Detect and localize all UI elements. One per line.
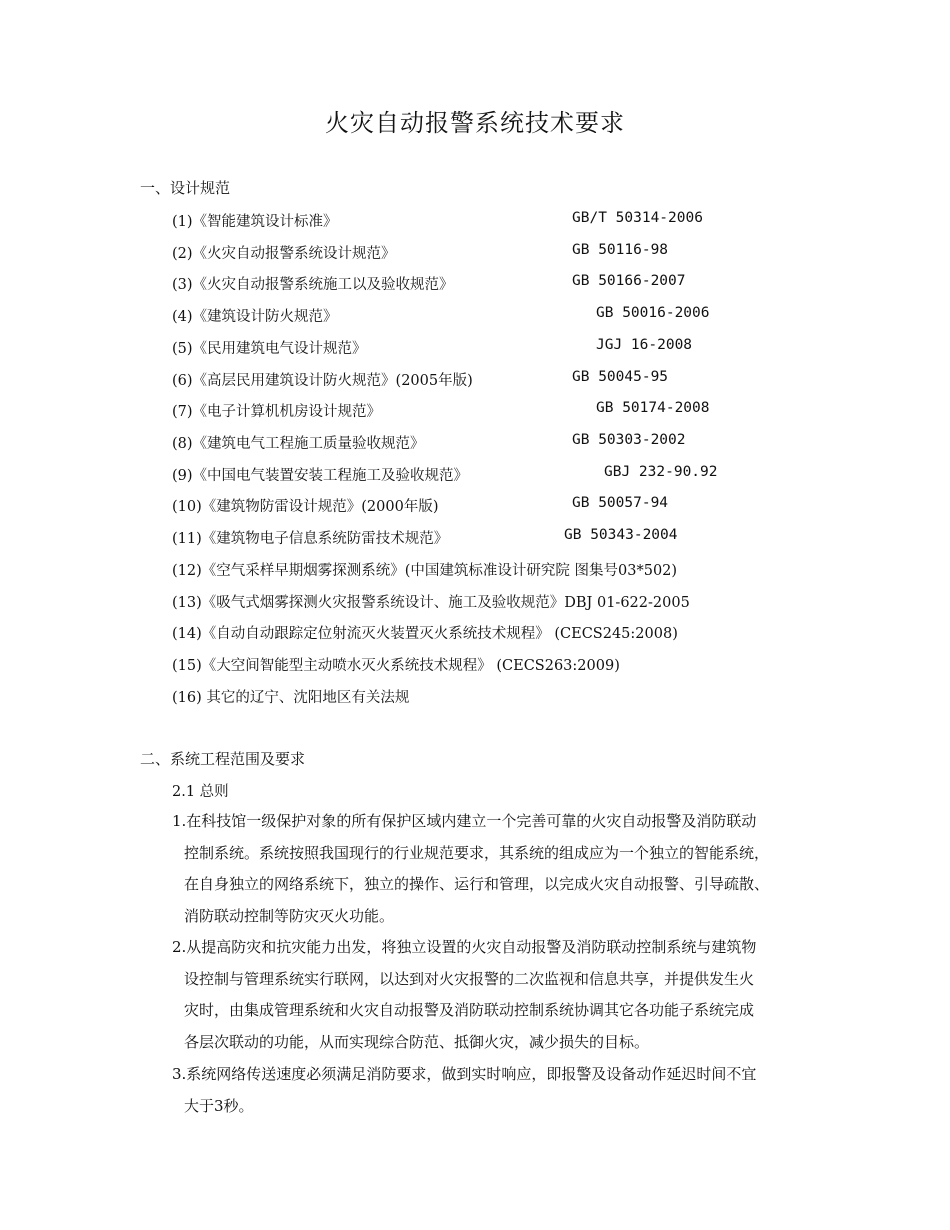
paragraph-line: 控制系统。系统按照我国现行的行业规范要求，其系统的组成应为一个独立的智能系统， [184, 843, 770, 862]
paragraph-1 [172, 806, 812, 932]
standard-item-label: (5)《民用建筑电气设计规范》 [172, 341, 367, 357]
paragraph-3 [172, 1059, 812, 1122]
standard-item-label: (13)《吸气式烟雾探测火灾报警系统设计、施工及验收规范》DBJ 01-622-2005 [172, 595, 690, 611]
standard-item-code: JGJ 16-2008 [596, 337, 693, 353]
paragraph-line: 大于3秒。 [184, 1096, 254, 1115]
paragraph-line: 消防联动控制等防灾灭火功能。 [184, 906, 395, 925]
standard-item-code: GB 50045-95 [572, 369, 669, 385]
standard-item-label: (7)《电子计算机机房设计规范》 [172, 404, 382, 420]
standard-item-code: GB 50166-2007 [572, 273, 686, 289]
standard-item-label: (10)《建筑物防雷设计规范》(2000年版) [172, 499, 439, 515]
subsection-heading: 2.1 总则 [172, 784, 229, 800]
standard-item-code: GB 50174-2008 [596, 400, 710, 416]
document-title: 火灾自动报警系统技术要求 [325, 109, 625, 137]
standard-item-label: (8)《建筑电气工程施工质量验收规范》 [172, 436, 425, 452]
standard-item-code: GB 50303-2002 [572, 432, 686, 448]
paragraph-2 [172, 932, 812, 1058]
standard-item-code: GBJ 232-90.92 [604, 464, 718, 480]
standard-item-code: GB 50016-2006 [596, 305, 710, 321]
paragraph-line: 2.从提高防灾和抗灾能力出发，将独立设置的火灾自动报警及消防联动控制系统与建筑物 [172, 938, 757, 956]
standard-item-label: (6)《高层民用建筑设计防火规范》(2005年版) [172, 373, 473, 389]
paragraph-line: 在自身独立的网络系统下，独立的操作、运行和管理，以完成火灾自动报警、引导疏散、 [184, 875, 770, 893]
paragraph-line: 1.在科技馆一级保护对象的所有保护区域内建立一个完善可靠的火灾自动报警及消防联动 [172, 812, 757, 830]
paragraph-line: 灾时，由集成管理系统和火灾自动报警及消防联动控制系统协调其它各功能子系统完成 [184, 1001, 755, 1019]
standard-item-label: (2)《火灾自动报警系统设计规范》 [172, 246, 396, 262]
paragraph-line: 设控制与管理系统实行联网，以达到对火灾报警的二次监视和信息共享，并提供发生火 [184, 969, 755, 988]
standard-item-label: (14)《自动自动跟踪定位射流灭火装置灭火系统技术规程》 (CECS245:2008) [172, 626, 678, 642]
standard-item-label: (12)《空气采样早期烟雾探测系统》(中国建筑标准设计研究院 图集号03*502) [172, 563, 678, 579]
section-1-heading: 一、设计规范 [140, 179, 231, 197]
standard-item-label: (4)《建筑设计防火规范》 [172, 309, 338, 325]
standard-item-code: GB 50343-2004 [564, 527, 678, 543]
standard-item-code: GB/T 50314-2006 [572, 210, 703, 226]
standard-item-label: (11)《建筑物电子信息系统防雷技术规范》 [172, 531, 449, 547]
standard-item-label: (9)《中国电气装置安装工程施工及验收规范》 [172, 468, 469, 484]
standard-item-label: (15)《大空间智能型主动喷水灭火系统技术规程》 (CECS263:2009) [172, 658, 620, 674]
standard-item-code: GB 50116-98 [572, 242, 669, 258]
standard-item-code: GB 50057-94 [572, 495, 669, 511]
section-2-heading: 二、系统工程范围及要求 [140, 750, 306, 768]
paragraph-line: 3.系统网络传送速度必须满足消防要求，做到实时响应，即报警及设备动作延迟时间不宜 [172, 1065, 757, 1083]
standard-item-label: (3)《火灾自动报警系统施工以及验收规范》 [172, 277, 454, 293]
paragraph-line: 各层次联动的功能，从而实现综合防范、抵御火灾，减少损失的目标。 [184, 1032, 650, 1051]
standard-item-label: (16) 其它的辽宁、沈阳地区有关法规 [172, 690, 410, 706]
standard-item-label: (1)《智能建筑设计标准》 [172, 214, 338, 230]
